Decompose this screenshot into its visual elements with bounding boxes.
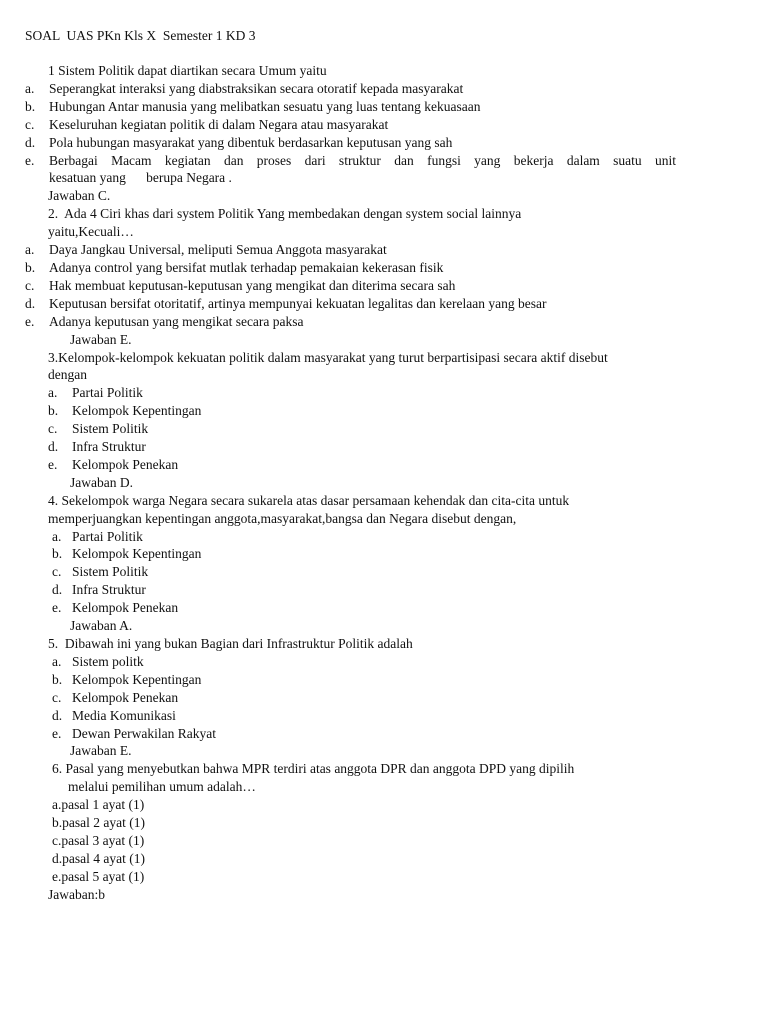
question-3 [48, 349, 676, 492]
option-a: a.pasal 1 ayat (1) [52, 797, 145, 813]
question-text: 4. Sekelompok warga Negara secara sukarela atas dasar persamaan kehendak dan cita-cita untuk [48, 492, 570, 508]
option-d: d. Infra Struktur [48, 439, 146, 455]
question-text-continued: dengan [48, 367, 87, 383]
question-text-continued: melalui pemilihan umum adalah… [68, 779, 256, 795]
answer: Jawaban:b [48, 886, 105, 902]
option-c: c.pasal 3 ayat (1) [52, 832, 145, 848]
question-text: 1 Sistem Politik dapat diartikan secara Umum yaitu [48, 63, 327, 78]
option-d: d. Keputusan bersifat otoritatif, artinya mempunyai kekuatan legalitas dan kerelaan yang besar [25, 295, 547, 311]
option-b: b. Adanya control yang bersifat mutlak terhadap pemakaian kekerasan fisik [25, 259, 444, 275]
answer: Jawaban E. [70, 331, 132, 347]
question-text-continued: yaitu,Kecuali… [48, 224, 134, 240]
option-a: a. Daya Jangkau Universal, meliputi Semua Anggota masyarakat [25, 242, 387, 258]
option-d: d. Infra Struktur [52, 582, 146, 598]
answer: Jawaban A. [70, 618, 133, 634]
option-e: e. Adanya keputusan yang mengikat secara paksa [25, 313, 304, 329]
question-list [25, 62, 676, 904]
option-c: c. Kelompok Penekan [52, 689, 179, 705]
option-e: e. Dewan Perwakilan Rakyat [52, 725, 216, 741]
question-2 [25, 205, 676, 348]
option-b: b. Hubungan Antar manusia yang melibatkan sesuatu yang luas tentang kekuasaan [25, 98, 481, 114]
option-b: b. Kelompok Kepentingan [48, 403, 202, 419]
question-text-continued: memperjuangkan kepentingan anggota,masyarakat,bangsa dan Negara disebut dengan, [48, 510, 517, 526]
answer: Jawaban E. [70, 743, 132, 759]
option-b: b.pasal 2 ayat (1) [52, 815, 145, 831]
document-title: SOAL UAS PKn Kls X Semester 1 KD 3 [25, 28, 256, 43]
option-b: b. Kelompok Kepentingan [52, 546, 202, 562]
question-text: 3.Kelompok-kelompok kekuatan politik dalam masyarakat yang turut berpartisipasi secara aktif disebut [48, 349, 608, 365]
question-text: 6. Pasal yang menyebutkan bahwa MPR terdiri atas anggota DPR dan anggota DPD yang dipilih [52, 761, 575, 777]
option-c: c. Sistem Politik [52, 564, 149, 580]
option-d: d. Pola hubungan masyarakat yang dibentuk berdasarkan keputusan yang sah [25, 134, 453, 150]
option-e: e. Berbagai Macam kegiatan dan proses dari struktur dan fungsi yang bekerja dalam suatu unit [25, 152, 676, 168]
option-a: a. Partai Politik [48, 385, 143, 401]
question-4 [48, 492, 676, 635]
answer: Jawaban D. [70, 474, 133, 490]
answer: Jawaban C. [48, 188, 111, 204]
option-c: c. Hak membuat keputusan-keputusan yang mengikat dan diterima secara sah [25, 277, 456, 293]
question-1 [25, 62, 676, 205]
option-e-continued: kesatuan yang berupa Negara . [49, 170, 232, 186]
option-e: e. Kelompok Penekan [48, 456, 179, 472]
option-a: a. Sistem politk [52, 653, 144, 669]
option-c: c. Sistem Politik [48, 421, 149, 437]
option-d: d. Media Komunikasi [52, 707, 176, 723]
option-e: e. Kelompok Penekan [52, 600, 179, 616]
question-6 [48, 760, 676, 903]
question-5 [48, 635, 676, 760]
question-text: 5. Dibawah ini yang bukan Bagian dari Infrastruktur Politik adalah [48, 636, 413, 651]
option-a: a. Seperangkat interaksi yang diabstraksikan secara otoratif kepada masyarakat [25, 80, 464, 96]
option-c: c. Keseluruhan kegiatan politik di dalam Negara atau masyarakat [25, 116, 389, 132]
option-b: b. Kelompok Kepentingan [52, 671, 202, 687]
option-d: d.pasal 4 ayat (1) [52, 850, 145, 866]
option-e: e.pasal 5 ayat (1) [52, 868, 145, 884]
question-text: 2. Ada 4 Ciri khas dari system Politik Yang membedakan dengan system social lainnya [48, 206, 522, 222]
option-a: a. Partai Politik [52, 528, 143, 544]
